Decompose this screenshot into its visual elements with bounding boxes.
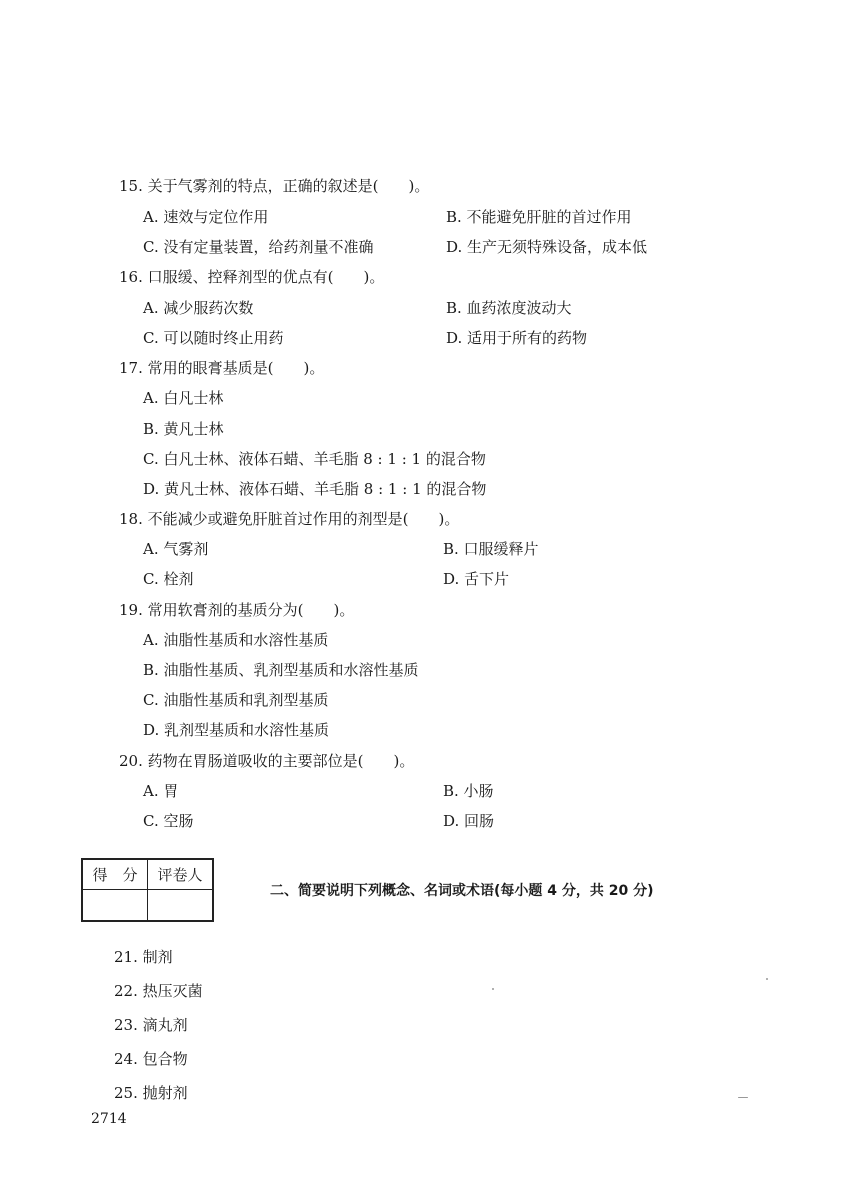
q15-option-a: A. 速效与定位作用 bbox=[143, 208, 269, 226]
q17-option-c: C. 白凡士林、液体石蜡、羊毛脂 8 : 1 : 1 的混合物 bbox=[143, 450, 486, 468]
question-20-stem: 20. 药物在胃肠道吸收的主要部位是( )。 bbox=[119, 752, 415, 770]
question-16-stem: 16. 口服缓、控释剂型的优点有( )。 bbox=[119, 268, 385, 286]
q18-option-c: C. 栓剂 bbox=[143, 570, 194, 588]
q19-option-a: A. 油脂性基质和水溶性基质 bbox=[143, 631, 329, 649]
q18-option-a: A. 气雾剂 bbox=[143, 540, 209, 558]
score-cell[interactable] bbox=[82, 890, 148, 922]
q18-option-b: B. 口服缓释片 bbox=[443, 540, 539, 558]
q19-option-c: C. 油脂性基质和乳剂型基质 bbox=[143, 691, 329, 709]
question-18-stem: 18. 不能减少或避免肝脏首过作用的剂型是( )。 bbox=[119, 510, 460, 528]
section-2-title: 二、简要说明下列概念、名词或术语(每小题 4 分，共 20 分) bbox=[270, 883, 654, 899]
term-22: 22. 热压灭菌 bbox=[114, 982, 203, 1000]
grader-label: 评卷人 bbox=[148, 859, 214, 890]
q19-option-b: B. 油脂性基质、乳剂型基质和水溶性基质 bbox=[143, 661, 419, 679]
q20-option-a: A. 胃 bbox=[143, 782, 179, 800]
question-19-stem: 19. 常用软膏剂的基质分为( )。 bbox=[119, 601, 355, 619]
q15-option-d: D. 生产无须特殊设备，成本低 bbox=[446, 238, 648, 256]
term-25: 25. 抛射剂 bbox=[114, 1084, 188, 1102]
scan-speck bbox=[738, 1097, 748, 1098]
question-15-stem: 15. 关于气雾剂的特点，正确的叙述是( )。 bbox=[119, 177, 430, 195]
q15-option-b: B. 不能避免肝脏的首过作用 bbox=[446, 208, 632, 226]
scan-speck bbox=[766, 978, 768, 980]
q20-option-d: D. 回肠 bbox=[443, 812, 495, 830]
score-label: 得 分 bbox=[82, 859, 148, 890]
q18-option-d: D. 舌下片 bbox=[443, 570, 510, 588]
q16-option-d: D. 适用于所有的药物 bbox=[446, 329, 588, 347]
q17-option-b: B. 黄凡士林 bbox=[143, 420, 224, 438]
page-code: 2714 bbox=[91, 1111, 127, 1127]
q15-option-c: C. 没有定量装置，给药剂量不准确 bbox=[143, 238, 374, 256]
term-21: 21. 制剂 bbox=[114, 948, 173, 966]
scan-speck bbox=[492, 988, 494, 990]
term-23: 23. 滴丸剂 bbox=[114, 1016, 188, 1034]
q17-option-d: D. 黄凡士林、液体石蜡、羊毛脂 8 : 1 : 1 的混合物 bbox=[143, 480, 487, 498]
q16-option-b: B. 血药浓度波动大 bbox=[446, 299, 572, 317]
score-table bbox=[81, 858, 214, 922]
q19-option-d: D. 乳剂型基质和水溶性基质 bbox=[143, 721, 330, 739]
q17-option-a: A. 白凡士林 bbox=[143, 389, 224, 407]
q16-option-c: C. 可以随时终止用药 bbox=[143, 329, 284, 347]
term-24: 24. 包合物 bbox=[114, 1050, 188, 1068]
grader-cell[interactable] bbox=[148, 890, 214, 922]
question-17-stem: 17. 常用的眼膏基质是( )。 bbox=[119, 359, 325, 377]
q16-option-a: A. 减少服药次数 bbox=[143, 299, 254, 317]
q20-option-b: B. 小肠 bbox=[443, 782, 494, 800]
q20-option-c: C. 空肠 bbox=[143, 812, 194, 830]
